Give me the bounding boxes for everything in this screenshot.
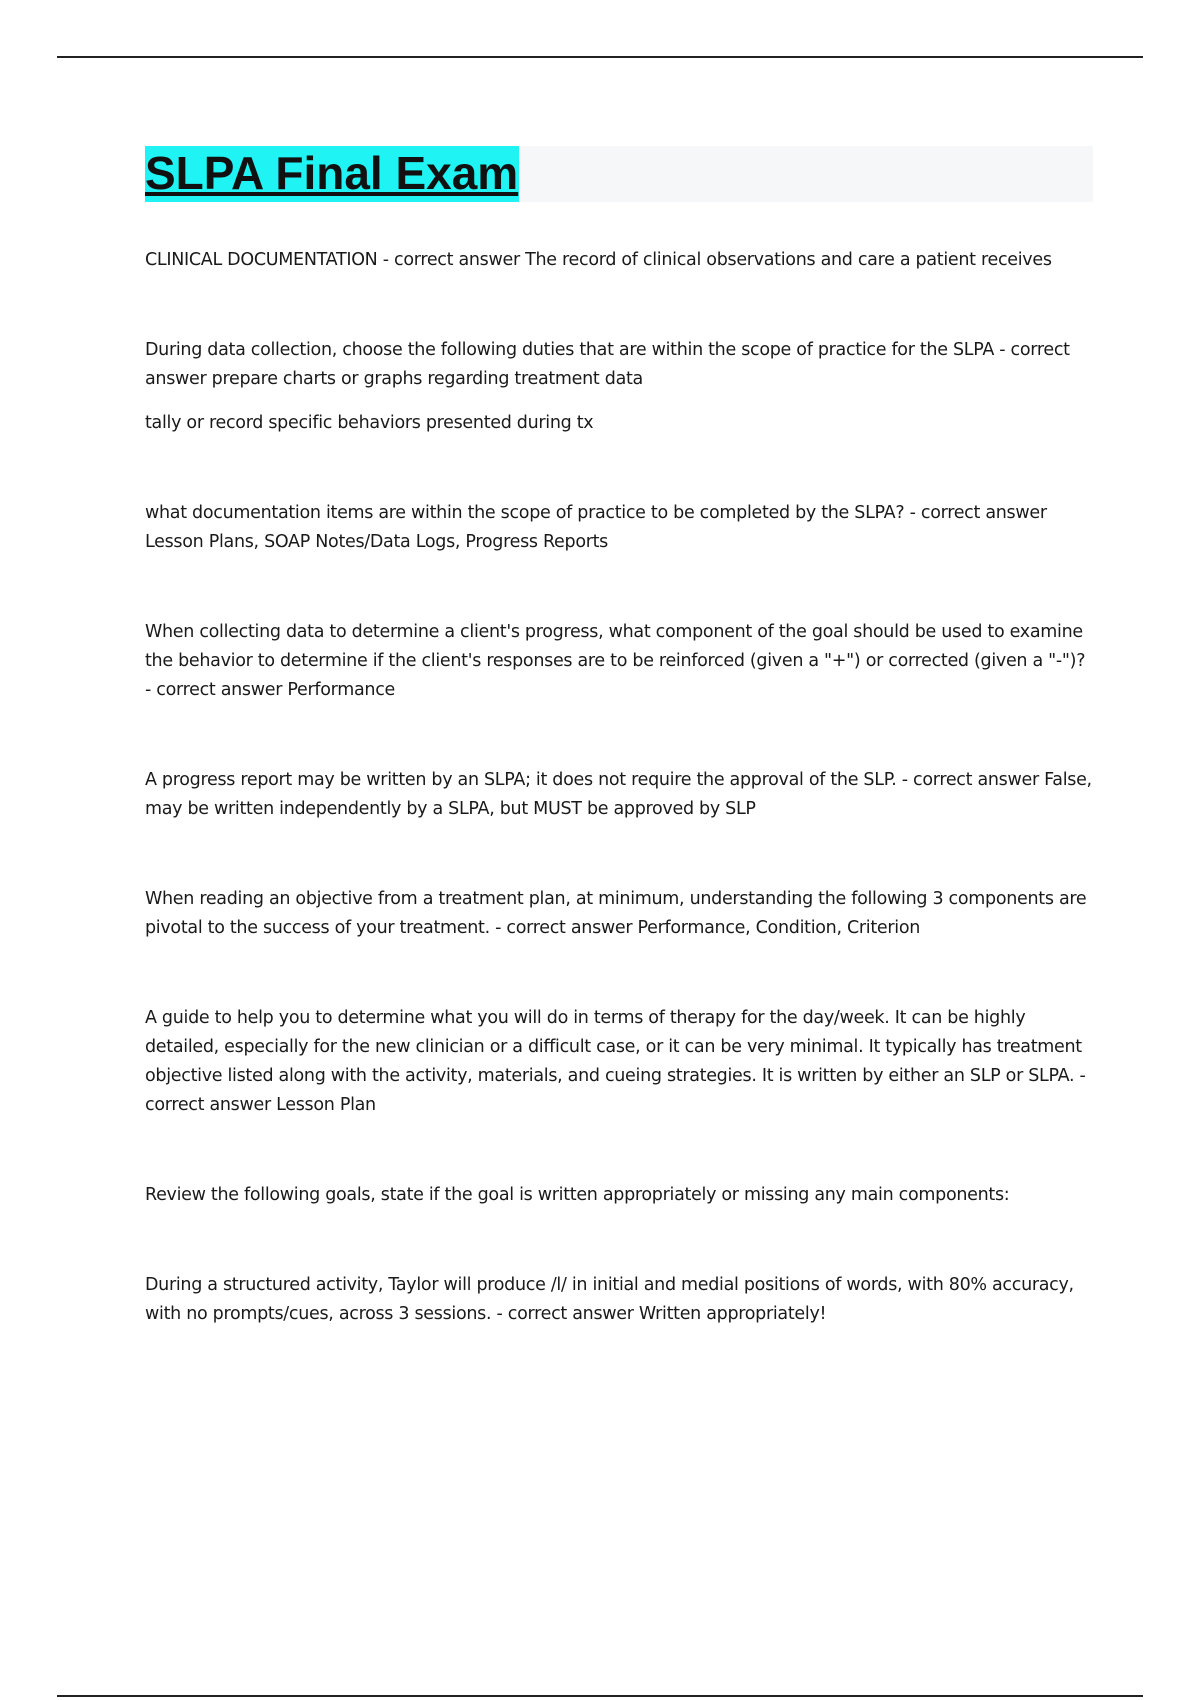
qa-paragraph-data-collection: During data collection, choose the following duties that are within the scope of practice for the SLPA - correct answer prepare charts or graphs regarding treatment data <box>145 340 1070 389</box>
qa-paragraph-objective-components: When reading an objective from a treatment plan, at minimum, understanding the following 3 components are pivotal to the success of your treatment. - correct answer Performance, Condition, Criterion <box>145 889 1087 938</box>
document-title: SLPA Final Exam <box>145 146 519 202</box>
qa-paragraph-lesson-plan: A guide to help you to determine what you will do in terms of therapy for the day/week. It can be highly detailed, especially for the new clinician or a difficult case, or it can be very minimal. It typically has treatment objective listed along with the activity, materials, and cueing strategies. It is written by either an SLP or SLPA. - correct answer Lesson Plan <box>145 1008 1086 1115</box>
qa-paragraph-taylor-goal: During a structured activity, Taylor will produce /l/ in initial and medial positions of words, with 80% accuracy, with no prompts/cues, across 3 sessions. - correct answer Written appropriately! <box>145 1275 1074 1324</box>
qa-paragraph-clinical-documentation: CLINICAL DOCUMENTATION - correct answer The record of clinical observations and care a patient receives <box>145 250 1052 270</box>
footer-rule <box>57 1695 1143 1697</box>
qa-paragraph-review-goals: Review the following goals, state if the goal is written appropriately or missing any main components: <box>145 1185 1010 1205</box>
qa-paragraph-documentation-items: what documentation items are within the scope of practice to be completed by the SLPA? - correct answer Lesson Plans, SOAP Notes/Data Logs, Progress Reports <box>145 503 1047 552</box>
qa-paragraph-tally-behaviors: tally or record specific behaviors presented during tx <box>145 413 594 433</box>
qa-paragraph-progress-report: A progress report may be written by an SLPA; it does not require the approval of the SLP. - correct answer False, may be written independently by a SLPA, but MUST be approved by SLP <box>145 770 1092 819</box>
header-rule <box>57 56 1143 58</box>
qa-paragraph-goal-component: When collecting data to determine a client's progress, what component of the goal should be used to examine the behavior to determine if the client's responses are to be reinforced (given a "+") or corrected (given a "-")? - correct answer Performance <box>145 622 1086 700</box>
document-body <box>145 246 1095 1329</box>
